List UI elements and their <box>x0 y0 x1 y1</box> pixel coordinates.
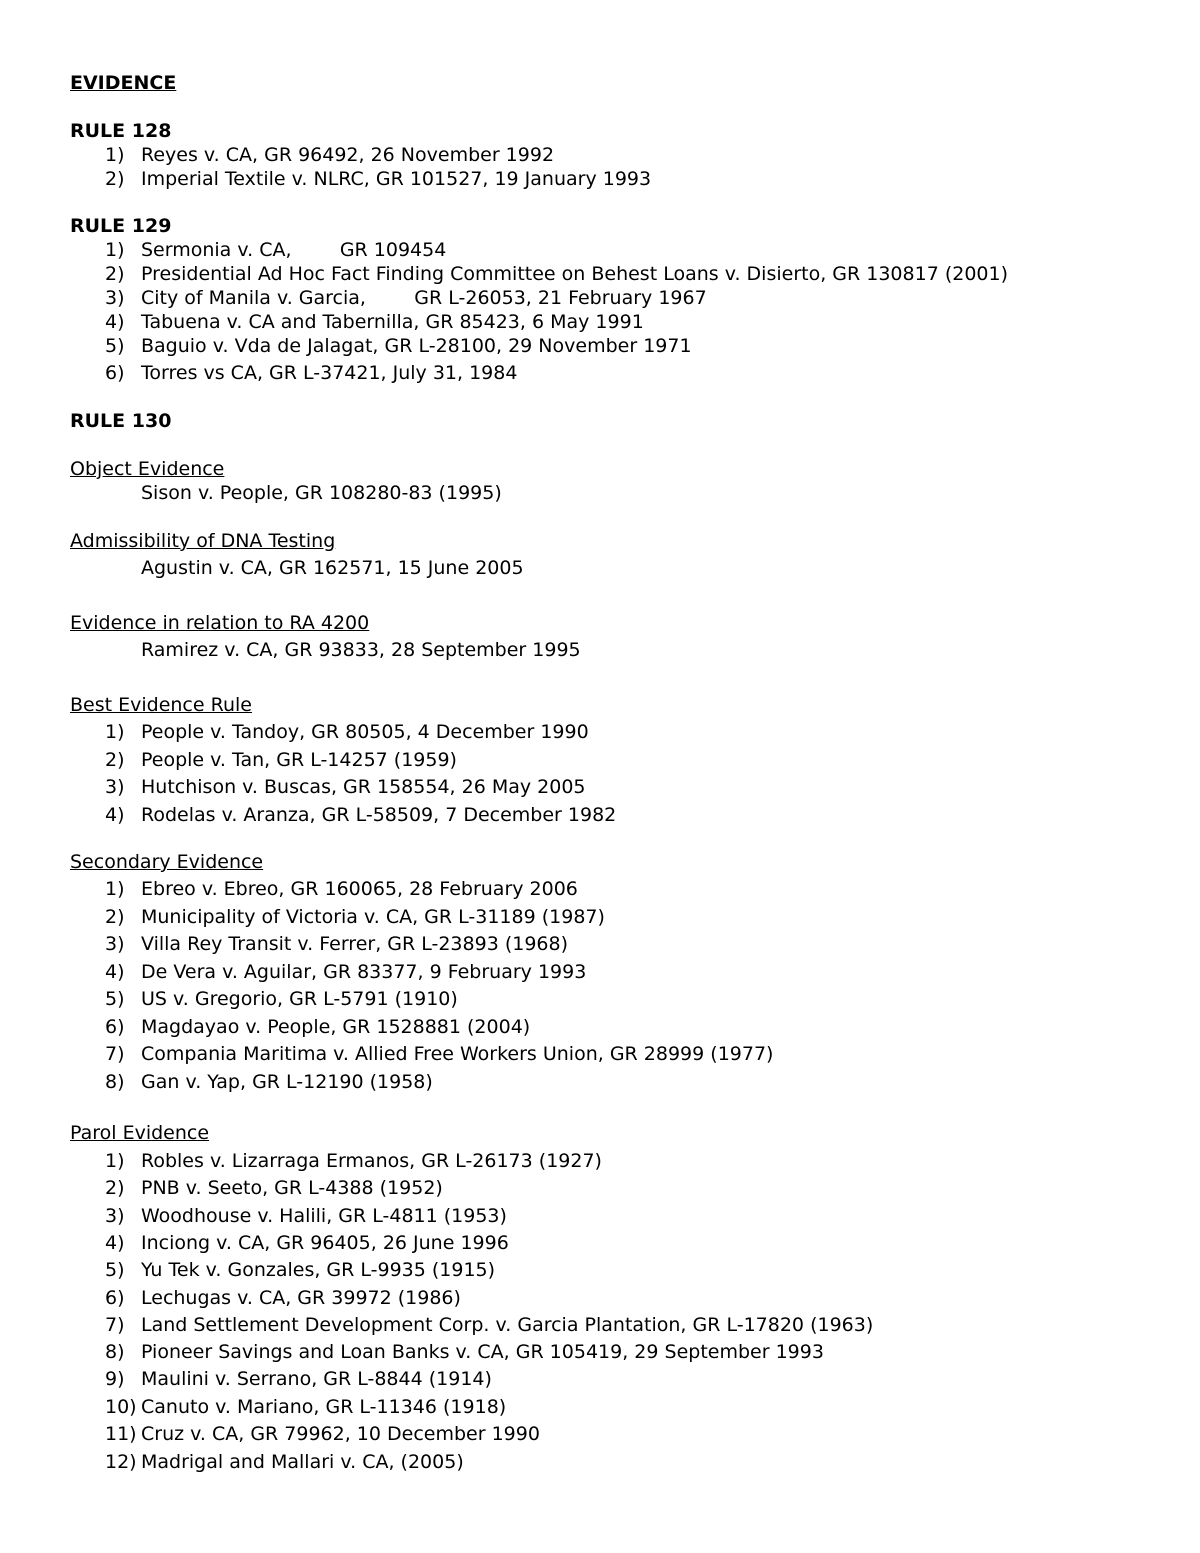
list-item: Baguio v. Vda de Jalagat, GR L-28100, 29 November 1971 <box>141 335 692 357</box>
list-number: 12) <box>105 1451 137 1473</box>
list-item: Sermonia v. CA, GR 109454 <box>141 239 447 261</box>
list-item: Land Settlement Development Corp. v. Garcia Plantation, GR L-17820 (1963) <box>141 1314 874 1336</box>
list-number: 8) <box>105 1341 125 1363</box>
list-number: 9) <box>105 1368 125 1390</box>
list-number: 6) <box>105 1016 125 1038</box>
list-item: Gan v. Yap, GR L-12190 (1958) <box>141 1071 433 1093</box>
list-number: 2) <box>105 263 125 285</box>
list-number: 2) <box>105 168 125 190</box>
list-number: 11) <box>105 1423 137 1445</box>
list-item: Reyes v. CA, GR 96492, 26 November 1992 <box>141 144 555 166</box>
list-item: City of Manila v. Garcia, GR L-26053, 21 February 1967 <box>141 287 707 309</box>
list-number: 4) <box>105 311 125 333</box>
rule-129-heading: RULE 129 <box>70 215 172 237</box>
rule-130-heading: RULE 130 <box>70 410 172 432</box>
list-number: 1) <box>105 239 125 261</box>
list-number: 4) <box>105 804 125 826</box>
list-item: PNB v. Seeto, GR L-4388 (1952) <box>141 1177 443 1199</box>
list-number: 6) <box>105 362 125 384</box>
list-number: 1) <box>105 1150 125 1172</box>
list-item: Hutchison v. Buscas, GR 158554, 26 May 2005 <box>141 776 586 798</box>
list-item: Lechugas v. CA, GR 39972 (1986) <box>141 1287 461 1309</box>
list-number: 1) <box>105 144 125 166</box>
list-number: 3) <box>105 776 125 798</box>
object-evidence-case: Sison v. People, GR 108280-83 (1995) <box>141 482 502 504</box>
parol-evidence-heading: Parol Evidence <box>70 1122 210 1144</box>
list-number: 3) <box>105 1205 125 1227</box>
rule-128-heading: RULE 128 <box>70 120 172 142</box>
list-item: Pioneer Savings and Loan Banks v. CA, GR 105419, 29 September 1993 <box>141 1341 824 1363</box>
list-item: Woodhouse v. Halili, GR L-4811 (1953) <box>141 1205 507 1227</box>
list-item: Ebreo v. Ebreo, GR 160065, 28 February 2006 <box>141 878 578 900</box>
list-number: 7) <box>105 1043 125 1065</box>
list-number: 4) <box>105 961 125 983</box>
list-item: Villa Rey Transit v. Ferrer, GR L-23893 (1968) <box>141 933 569 955</box>
list-item: People v. Tan, GR L-14257 (1959) <box>141 749 457 771</box>
list-item: Imperial Textile v. NLRC, GR 101527, 19 January 1993 <box>141 168 652 190</box>
list-item: Magdayao v. People, GR 1528881 (2004) <box>141 1016 531 1038</box>
list-item: Torres vs CA, GR L-37421, July 31, 1984 <box>141 362 518 384</box>
list-item: Madrigal and Mallari v. CA, (2005) <box>141 1451 464 1473</box>
list-item: Yu Tek v. Gonzales, GR L-9935 (1915) <box>141 1259 496 1281</box>
dna-testing-heading: Admissibility of DNA Testing <box>70 530 336 552</box>
list-item: Canuto v. Mariano, GR L-11346 (1918) <box>141 1396 507 1418</box>
list-item: Maulini v. Serrano, GR L-8844 (1914) <box>141 1368 492 1390</box>
list-item: Cruz v. CA, GR 79962, 10 December 1990 <box>141 1423 540 1445</box>
list-number: 6) <box>105 1287 125 1309</box>
list-number: 7) <box>105 1314 125 1336</box>
list-number: 2) <box>105 1177 125 1199</box>
list-item: Compania Maritima v. Allied Free Workers Union, GR 28999 (1977) <box>141 1043 774 1065</box>
list-number: 5) <box>105 988 125 1010</box>
list-number: 8) <box>105 1071 125 1093</box>
list-number: 1) <box>105 721 125 743</box>
dna-testing-case: Agustin v. CA, GR 162571, 15 June 2005 <box>141 557 524 579</box>
list-item: Inciong v. CA, GR 96405, 26 June 1996 <box>141 1232 509 1254</box>
list-number: 1) <box>105 878 125 900</box>
list-number: 2) <box>105 749 125 771</box>
list-item: People v. Tandoy, GR 80505, 4 December 1990 <box>141 721 589 743</box>
list-item: Presidential Ad Hoc Fact Finding Committee on Behest Loans v. Disierto, GR 130817 (2001) <box>141 263 1008 285</box>
ra-4200-case: Ramirez v. CA, GR 93833, 28 September 1995 <box>141 639 581 661</box>
ra-4200-heading: Evidence in relation to RA 4200 <box>70 612 370 634</box>
list-number: 3) <box>105 287 125 309</box>
list-number: 5) <box>105 1259 125 1281</box>
page-title: EVIDENCE <box>70 72 177 94</box>
list-number: 5) <box>105 335 125 357</box>
secondary-evidence-heading: Secondary Evidence <box>70 851 264 873</box>
list-item: US v. Gregorio, GR L-5791 (1910) <box>141 988 458 1010</box>
list-item: Tabuena v. CA and Tabernilla, GR 85423, 6 May 1991 <box>141 311 644 333</box>
list-number: 4) <box>105 1232 125 1254</box>
list-number: 2) <box>105 906 125 928</box>
list-item: Robles v. Lizarraga Ermanos, GR L-26173 (1927) <box>141 1150 602 1172</box>
list-item: De Vera v. Aguilar, GR 83377, 9 February 1993 <box>141 961 587 983</box>
object-evidence-heading: Object Evidence <box>70 458 225 480</box>
list-number: 3) <box>105 933 125 955</box>
list-item: Rodelas v. Aranza, GR L-58509, 7 December 1982 <box>141 804 617 826</box>
list-item: Municipality of Victoria v. CA, GR L-31189 (1987) <box>141 906 605 928</box>
list-number: 10) <box>105 1396 137 1418</box>
best-evidence-heading: Best Evidence Rule <box>70 694 252 716</box>
